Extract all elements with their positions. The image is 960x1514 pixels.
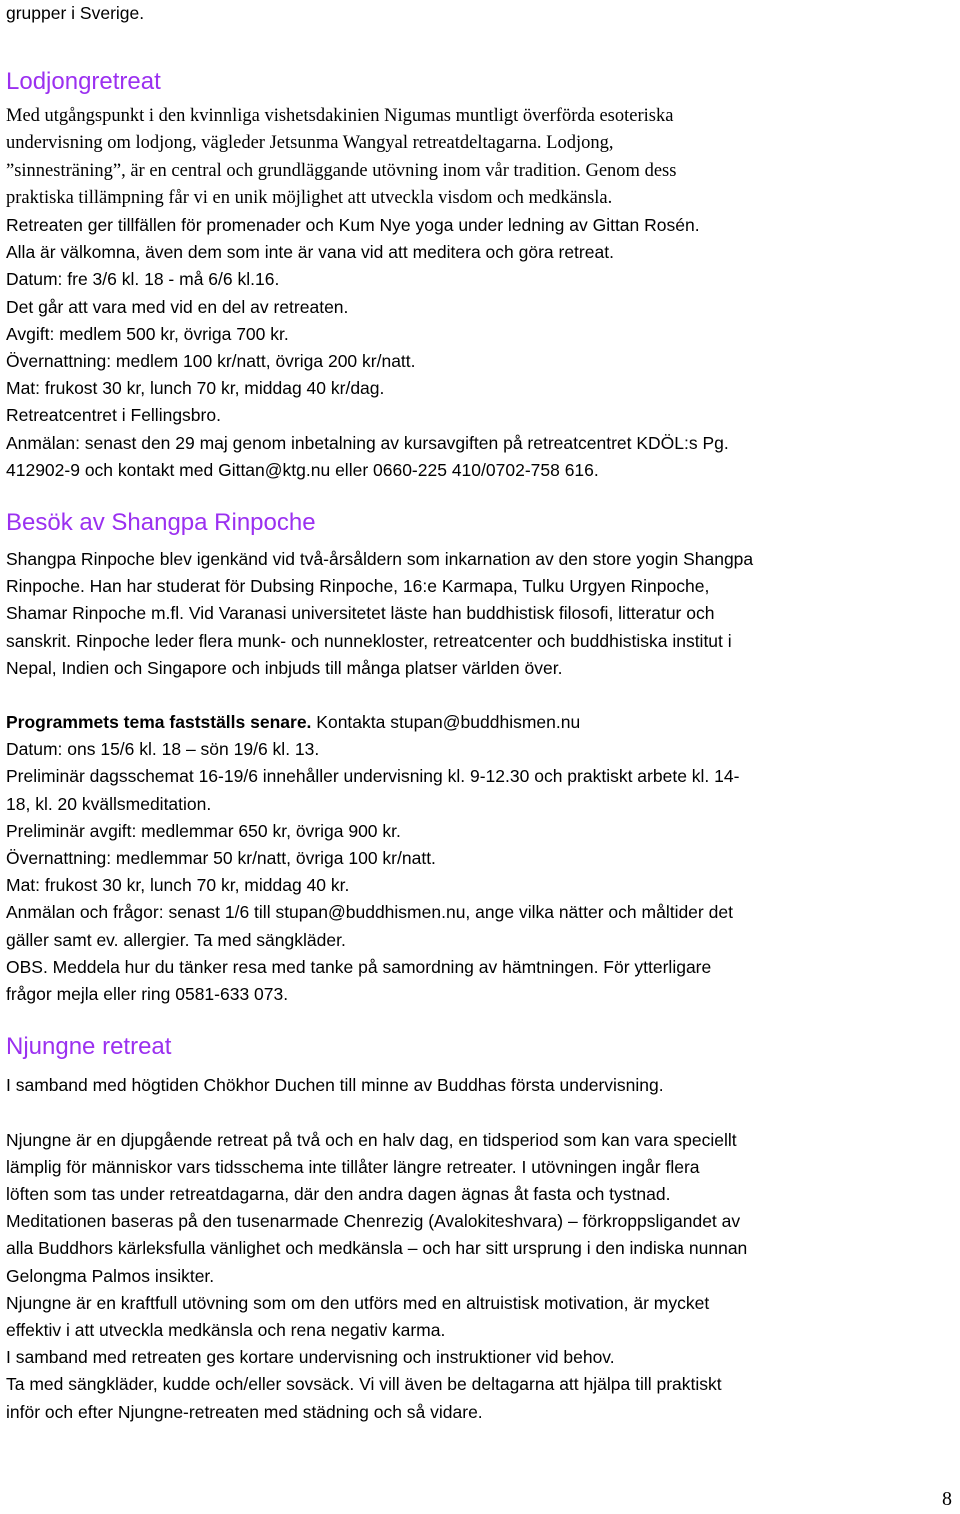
heading-lodjongretreat: Lodjongretreat <box>6 68 161 96</box>
program-title: Programmets tema fastställs senare. <box>6 712 312 733</box>
heading-njungne-retreat: Njungne retreat <box>6 1033 172 1061</box>
paragraph-line: Rinpoche. Han har studerat för Dubsing Rinpoche, 16:e Karmapa, Tulku Urgyen Rinpoche, <box>6 576 710 597</box>
paragraph-line: Retreatcentret i Fellingsbro. <box>6 405 221 426</box>
paragraph-line: Övernattning: medlemmar 50 kr/natt, övriga 100 kr/natt. <box>6 848 436 869</box>
njungne-intro: I samband med högtiden Chökhor Duchen till minne av Buddhas första undervisning. <box>6 1075 664 1096</box>
paragraph-line: Anmälan: senast den 29 maj genom inbetalning av kursavgiften på retreatcentret KDÖL:s Pg. <box>6 432 729 453</box>
paragraph-line: undervisning om lodjong, vägleder Jetsunma Wangyal retreatdeltagarna. Lodjong, <box>6 133 614 154</box>
paragraph-line: löften som tas under retreatdagarna, där den andra dagen ägnas åt fasta och tystnad. <box>6 1183 671 1204</box>
page-number: 8 <box>942 1488 952 1510</box>
paragraph-line: Det går att vara med vid en del av retreaten. <box>6 296 349 317</box>
top-fragment: grupper i Sverige. <box>6 3 145 23</box>
paragraph-line: Shangpa Rinpoche blev igenkänd vid två-årsåldern som inkarnation av den store yogin Shangpa <box>6 549 754 570</box>
paragraph-line: ”sinnesträning”, är en central och grundläggande utövning inom vår tradition. Genom dess <box>6 160 677 181</box>
paragraph-line: Mat: frukost 30 kr, lunch 70 kr, middag 40 kr. <box>6 875 350 896</box>
shangpa-bio <box>6 546 954 682</box>
paragraph-line: Ta med sängkläder, kudde och/eller sovsäck. Vi vill även be deltagarna att hjälpa till praktiskt <box>6 1374 722 1395</box>
lodjong-details <box>6 212 954 484</box>
lodjong-serif-paragraph <box>6 103 954 212</box>
paragraph-line: OBS. Meddela hur du tänker resa med tanke på samordning av hämtningen. För ytterligare <box>6 956 712 977</box>
paragraph-line: Preliminär avgift: medlemmar 650 kr, övriga 900 kr. <box>6 820 401 841</box>
paragraph-line: Anmälan och frågor: senast 1/6 till stupan@buddhismen.nu, ange vilka nätter och måltider det <box>6 902 733 923</box>
heading-shangpa-rinpoche: Besök av Shangpa Rinpoche <box>6 509 316 537</box>
document-page <box>6 0 954 1426</box>
paragraph-line: Nepal, Indien och Singapore och inbjuds till många platser världen över. <box>6 657 563 678</box>
paragraph-line: Datum: fre 3/6 kl. 18 - må 6/6 kl.16. <box>6 269 280 290</box>
paragraph-line: alla Buddhors kärleksfulla vänlighet och medkänsla – och har sitt ursprung i den indiska nunnan <box>6 1238 748 1259</box>
paragraph-line: effektiv i att utveckla medkänsla och rena negativ karma. <box>6 1319 446 1340</box>
paragraph-line: Shamar Rinpoche m.fl. Vid Varanasi universitetet läste han buddhistisk filosofi, litteratur och <box>6 603 715 624</box>
paragraph-line: Gelongma Palmos insikter. <box>6 1265 215 1286</box>
paragraph-line: inför och efter Njungne-retreaten med städning och så vidare. <box>6 1401 483 1422</box>
shangpa-program <box>6 709 954 1008</box>
program-line <box>6 709 954 736</box>
paragraph-line: 18, kl. 20 kvällsmeditation. <box>6 793 212 814</box>
njungne-body <box>6 1127 954 1426</box>
paragraph-line: Med utgångspunkt i den kvinnliga vishetsdakinien Nigumas muntligt överförda esoteriska <box>6 106 674 127</box>
paragraph-line: Mat: frukost 30 kr, lunch 70 kr, middag 40 kr/dag. <box>6 378 385 399</box>
paragraph-line: 412902-9 och kontakt med Gittan@ktg.nu eller 0660-225 410/0702-758 616. <box>6 459 599 480</box>
paragraph-line: Meditationen baseras på den tusenarmade Chenrezig (Avalokiteshvara) – förkroppsligandet av <box>6 1211 741 1232</box>
paragraph-line: Preliminär dagsschemat 16-19/6 innehåller undervisning kl. 9-12.30 och praktiskt arbete kl. 14- <box>6 766 740 787</box>
paragraph-line: Övernattning: medlem 100 kr/natt, övriga 200 kr/natt. <box>6 351 416 372</box>
paragraph-line: sanskrit. Rinpoche leder flera munk- och nunnekloster, retreatcenter och buddhistiska institut i <box>6 630 732 651</box>
paragraph-line: Njungne är en djupgående retreat på två och en halv dag, en tidsperiod som kan vara speciellt <box>6 1129 737 1150</box>
program-contact: Kontakta stupan@buddhismen.nu <box>311 712 581 733</box>
paragraph-line: Alla är välkomna, även dem som inte är vana vid att meditera och göra retreat. <box>6 242 614 263</box>
paragraph-line: praktiska tillämpning får vi en unik möjlighet att utveckla visdom och medkänsla. <box>6 187 613 208</box>
paragraph-line: gäller samt ev. allergier. Ta med sängkläder. <box>6 929 346 950</box>
paragraph-line: Retreaten ger tillfällen för promenader och Kum Nye yoga under ledning av Gittan Rosén. <box>6 215 700 236</box>
paragraph-line: I samband med retreaten ges kortare undervisning och instruktioner vid behov. <box>6 1347 615 1368</box>
paragraph-line: Njungne är en kraftfull utövning som om den utförs med en altruistisk motivation, är mycket <box>6 1292 710 1313</box>
paragraph-line: lämplig för människor vars tidsschema inte tillåter längre retreater. I utövningen ingår flera <box>6 1156 700 1177</box>
paragraph-line: frågor mejla eller ring 0581-633 073. <box>6 984 289 1005</box>
paragraph-line: Avgift: medlem 500 kr, övriga 700 kr. <box>6 323 289 344</box>
paragraph-line: Datum: ons 15/6 kl. 18 – sön 19/6 kl. 13. <box>6 739 320 760</box>
